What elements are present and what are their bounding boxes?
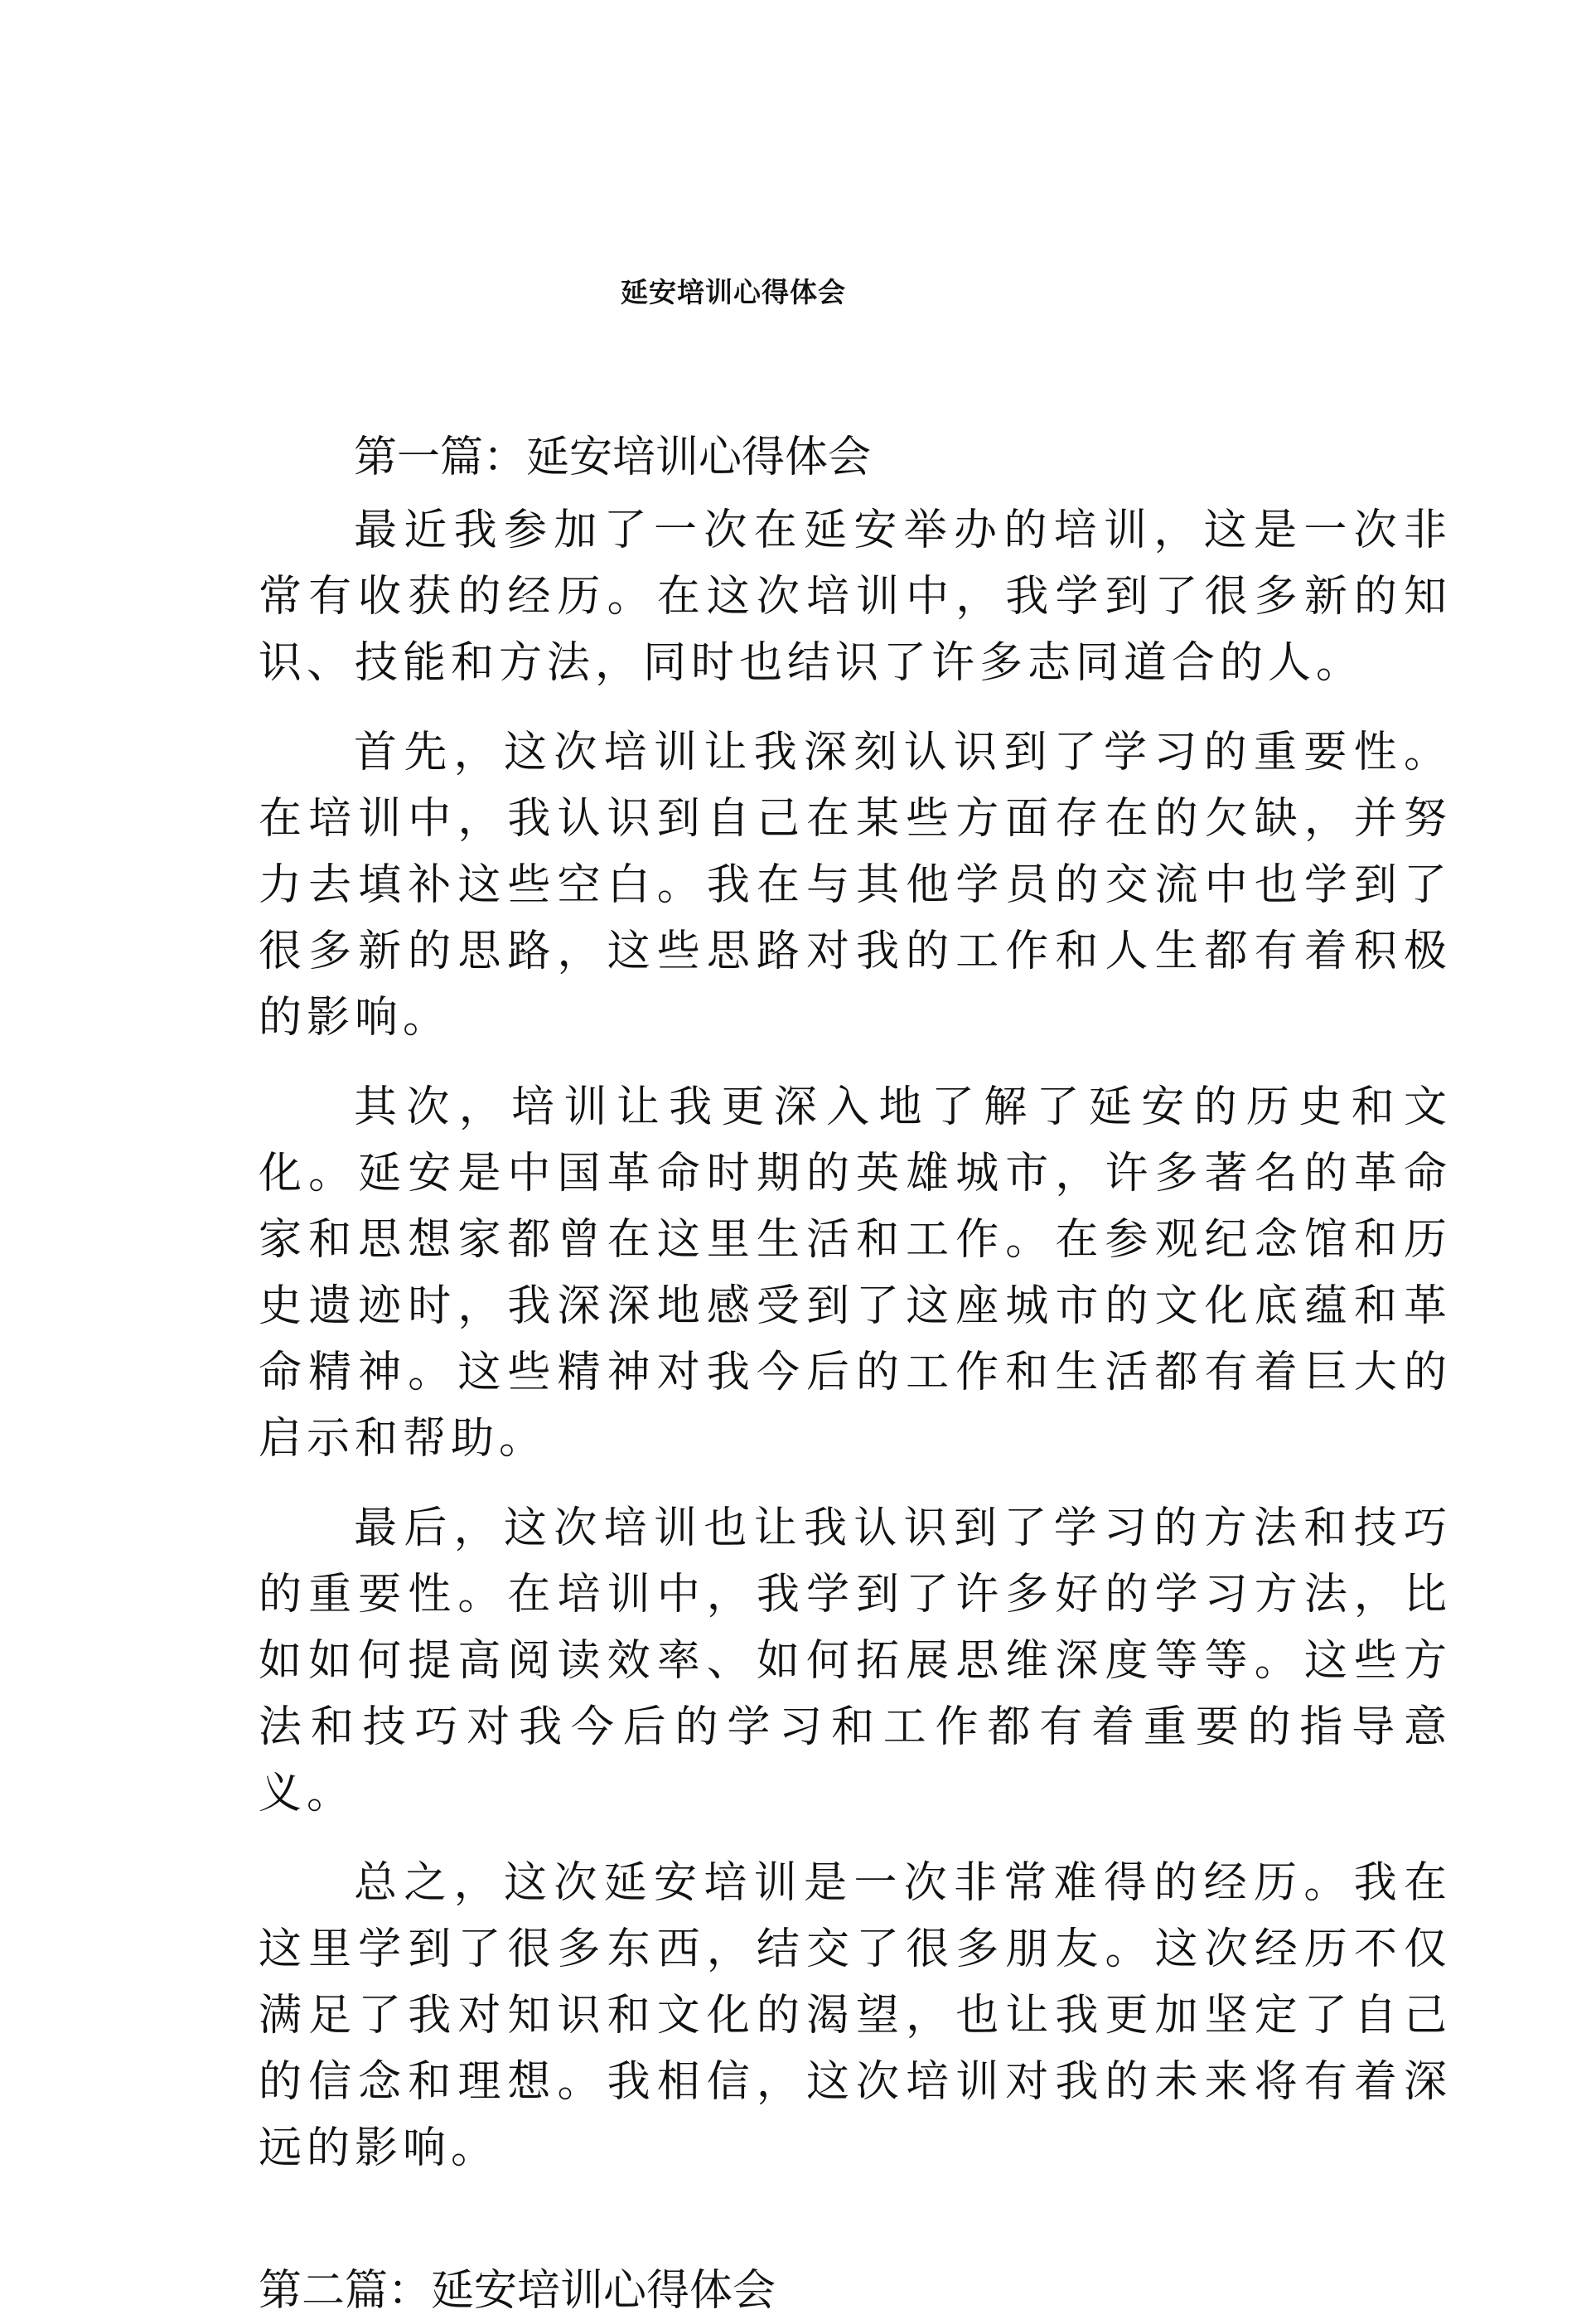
section-heading-1: 第一篇：延安培训心得体会 (354, 433, 872, 482)
paragraph-3: 其次，培训让我更深入地了解了延安的历史和文化。延安是中国革命时期的英雄城市，许多著名的革命家和思想家都曾在这里生活和工作。在参观纪念馆和历史遗迹时，我深深地感受到了这座城市的文化底蕴和革命精神。这些精神对我今后的工作和生活都有着巨大的启示和帮助。 (259, 1082, 1452, 1464)
paragraph-4: 最后，这次培训也让我认识到了学习的方法和技巧的重要性。在培训中，我学到了许多好的学习方法，比如如何提高阅读效率、如何拓展思维深度等等。这些方法和技巧对我今后的学习和工作都有着重要的指导意义。 (259, 1503, 1452, 1818)
document-title: 延安培训心得体会 (621, 276, 846, 308)
paragraph-2: 首先，这次培训让我深刻认识到了学习的重要性。在培训中，我认识到自己在某些方面存在的欠缺，并努力去填补这些空白。我在与其他学员的交流中也学到了很多新的思路，这些思路对我的工作和人生都有着积极的影响。 (259, 728, 1452, 1043)
document-body (259, 424, 1452, 2324)
paragraph-5: 总之，这次延安培训是一次非常难得的经历。我在这里学到了很多东西，结交了很多朋友。这次经历不仅满足了我对知识和文化的渴望，也让我更加坚定了自己的信念和理想。我相信，这次培训对我的未来将有着深远的影响。 (259, 1858, 1452, 2173)
section-heading-2: 第二篇：延安培训心得体会 (259, 2266, 776, 2316)
paragraph-1: 最近我参加了一次在延安举办的培训，这是一次非常有收获的经历。在这次培训中，我学到了很多新的知识、技能和方法，同时也结识了许多志同道合的人。 (259, 506, 1452, 688)
